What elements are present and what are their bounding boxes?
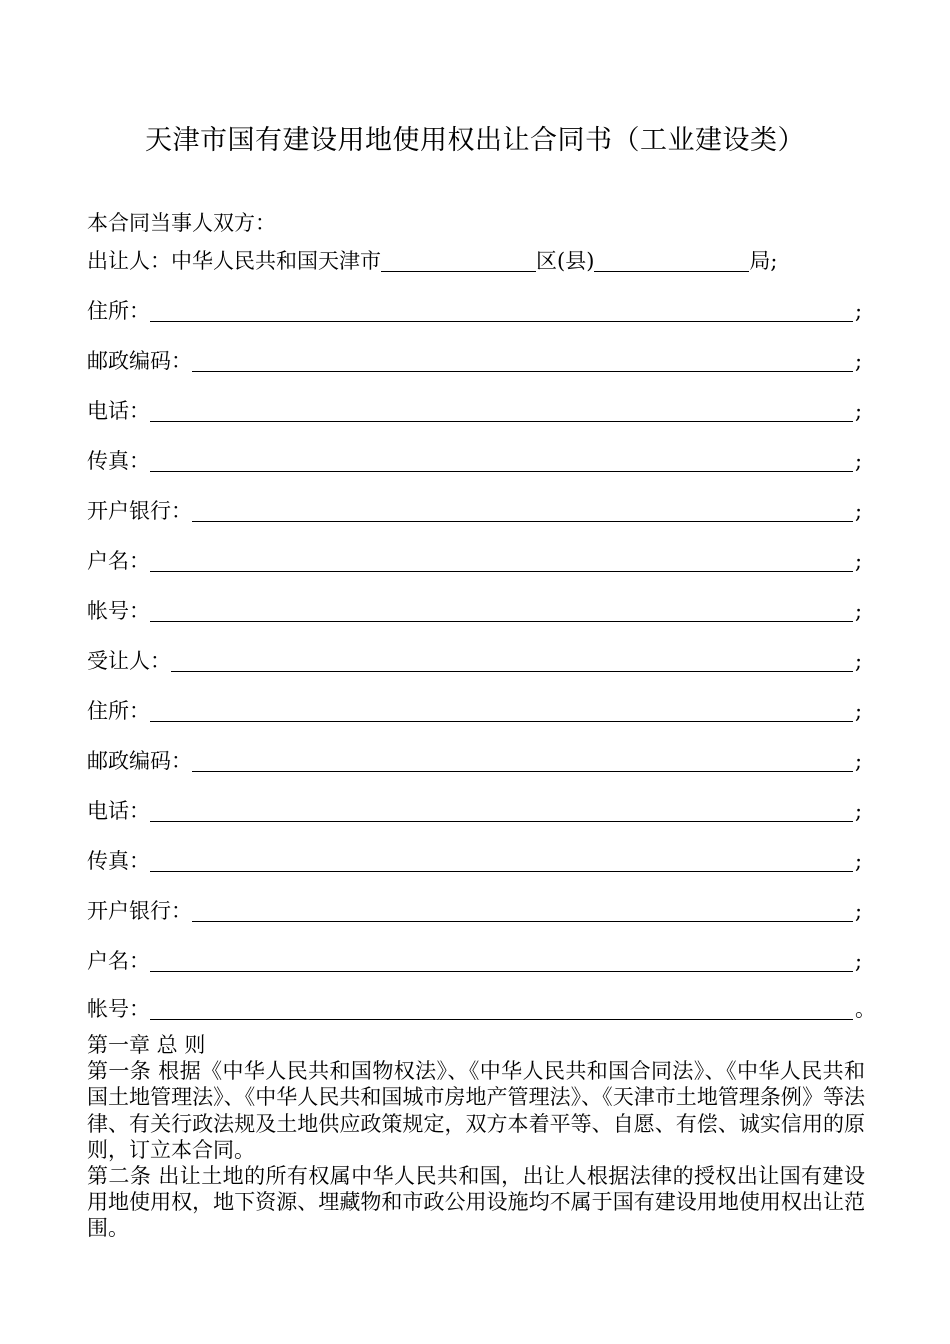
field-label: 开户银行：	[87, 499, 192, 523]
field-end: ;	[855, 299, 863, 323]
grantee-label: 受让人：	[87, 649, 171, 673]
grantor-account-name-line	[87, 546, 867, 576]
contract-body	[87, 1032, 865, 1242]
grantee-address-blank[interactable]	[150, 699, 853, 722]
grantor-account-name-blank[interactable]	[150, 549, 853, 572]
field-end: ;	[855, 799, 863, 823]
chapter-heading: 第一章 总 则	[87, 1033, 206, 1057]
grantee-postcode-line	[87, 746, 867, 776]
grantee-phone-line	[87, 796, 867, 826]
field-label: 电话：	[87, 799, 150, 823]
grantor-account-number-line	[87, 596, 867, 626]
grantee-line	[87, 646, 867, 676]
grantee-postcode-blank[interactable]	[192, 749, 853, 772]
field-label: 户名：	[87, 549, 150, 573]
grantee-name-blank[interactable]	[171, 649, 853, 672]
field-label: 开户银行：	[87, 899, 192, 923]
grantor-phone-line	[87, 396, 867, 426]
grantor-bank-blank[interactable]	[192, 499, 853, 522]
field-label: 帐号：	[87, 997, 150, 1021]
field-end: ;	[855, 699, 863, 723]
field-end: ;	[855, 949, 863, 973]
grantee-account-number-line	[87, 994, 876, 1024]
field-label: 电话：	[87, 399, 150, 423]
field-label: 邮政编码：	[87, 749, 192, 773]
grantee-account-name-line	[87, 946, 867, 976]
grantor-line	[87, 246, 867, 276]
grantor-account-number-blank[interactable]	[150, 599, 853, 622]
grantor-phone-blank[interactable]	[150, 399, 853, 422]
field-end: ;	[855, 399, 863, 423]
field-label: 住所：	[87, 699, 150, 723]
grantee-fax-blank[interactable]	[150, 849, 853, 872]
grantee-account-name-blank[interactable]	[150, 949, 853, 972]
field-label: 帐号：	[87, 599, 150, 623]
grantor-bureau-blank[interactable]	[594, 249, 749, 272]
field-label: 邮政编码：	[87, 349, 192, 373]
field-end: 。	[855, 997, 876, 1021]
grantee-bank-line	[87, 896, 867, 926]
document-title: 天津市国有建设用地使用权出让合同书（工业建设类）	[145, 125, 805, 156]
field-end: ;	[855, 349, 863, 373]
field-end: ;	[855, 599, 863, 623]
field-end: ;	[855, 749, 863, 773]
grantor-bureau-suffix: 局;	[749, 249, 778, 273]
field-end: ;	[855, 499, 863, 523]
grantor-postcode-blank[interactable]	[192, 349, 853, 372]
grantee-fax-line	[87, 846, 867, 876]
grantor-bank-line	[87, 496, 867, 526]
grantee-address-line	[87, 696, 867, 726]
article-2: 第二条 出让土地的所有权属中华人民共和国，出让人根据法律的授权出让国有建设用地使用权，地下资源、埋藏物和市政公用设施均不属于国有建设用地使用权出让范围。	[87, 1164, 865, 1241]
grantor-postcode-line	[87, 346, 867, 376]
field-label: 传真：	[87, 449, 150, 473]
field-end: ;	[855, 549, 863, 573]
parties-intro	[87, 208, 867, 238]
grantor-fax-line	[87, 446, 867, 476]
field-label: 户名：	[87, 949, 150, 973]
grantee-phone-blank[interactable]	[150, 799, 853, 822]
grantor-district-suffix: 区(县)	[536, 249, 595, 273]
grantee-bank-blank[interactable]	[192, 899, 853, 922]
field-end: ;	[855, 899, 863, 923]
grantor-address-line	[87, 296, 867, 326]
parties-intro-text: 本合同当事人双方：	[87, 211, 276, 235]
article-1: 第一条 根据《中华人民共和国物权法》、《中华人民共和国合同法》、《中华人民共和国土地管理法》、《中华人民共和国城市房地产管理法》、《天津市土地管理条例》等法律、有关行政法规及土地供应政策规定，双方本着平等、自愿、有偿、诚实信用的原则，订立本合同。	[87, 1059, 865, 1162]
grantor-fax-blank[interactable]	[150, 449, 853, 472]
field-label: 住所：	[87, 299, 150, 323]
field-end: ;	[855, 649, 863, 673]
field-end: ;	[855, 849, 863, 873]
grantor-address-blank[interactable]	[150, 299, 853, 322]
grantor-label: 出让人：中华人民共和国天津市	[87, 249, 381, 273]
grantee-account-number-blank[interactable]	[150, 997, 853, 1020]
field-end: ;	[855, 449, 863, 473]
grantor-district-blank[interactable]	[381, 249, 536, 272]
field-label: 传真：	[87, 849, 150, 873]
